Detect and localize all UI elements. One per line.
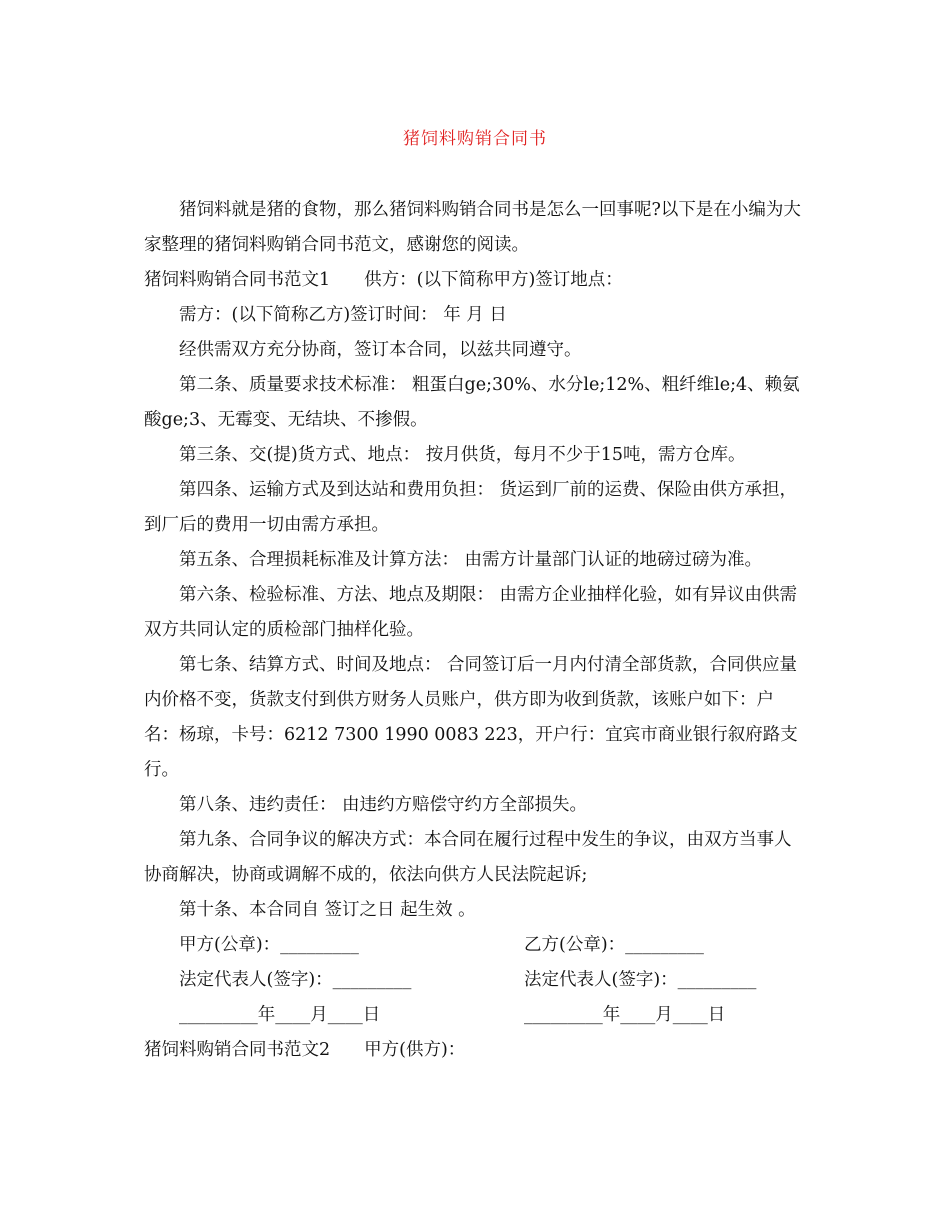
article-8: 第八条、违约责任： 由违约方赔偿守约方全部损失。 [179,795,588,815]
document-body [144,193,804,1068]
article-9: 第九条、合同争议的解决方式：本合同在履行过程中发生的争议，由双方当事人协商解决，协商或调解不成的，依法向供方人民法院起诉; [144,830,792,885]
party-b-representative: 法定代表人(签字)：_________ [524,970,757,990]
party-a-representative: 法定代表人(签字)：_________ [179,970,412,990]
sample1-heading: 猪饲料购销合同书范文1 [144,270,331,290]
sample2-line [144,1033,804,1068]
article-10: 第十条、本合同自 签订之日 起生效 。 [179,900,476,920]
intro-paragraph: 猪饲料就是猪的食物，那么猪饲料购销合同书是怎么一回事呢?以下是在小编为大家整理的猪饲料购销合同书范文，感谢您的阅读。 [144,200,801,255]
preamble-paragraph: 经供需双方充分协商，签订本合同，以兹共同遵守。 [179,340,582,360]
party-b-date: _________年____月____日 [524,1005,726,1025]
article-7: 第七条、结算方式、时间及地点： 合同签订后一月内付清全部货款，合同供应量内价格不变，货款支付到供方财务人员账户，供方即为收到货款，该账户如下：户名：杨琼，卡号：6212 7300 1990 0083 223，开户行：宜宾市商业银行叙府路支行。 [144,655,798,780]
article-3: 第三条、交(提)货方式、地点： 按月供货，每月不少于15吨，需方仓库。 [179,445,746,465]
article-2: 第二条、质量要求技术标准： 粗蛋白ge;30%、水分le;12%、粗纤维le;4、赖氨酸ge;3、无霉变、无结块、不掺假。 [144,375,800,430]
representative-row [144,963,804,998]
party-a-seal: 甲方(公章)：_________ [179,935,359,955]
party-b-seal: 乙方(公章)：_________ [524,935,704,955]
article-5: 第五条、合理损耗标准及计算方法： 由需方计量部门认证的地磅过磅为准。 [179,550,763,570]
article-6: 第六条、检验标准、方法、地点及期限： 由需方企业抽样化验，如有异议由供需双方共同认定的质检部门抽样化验。 [144,585,798,640]
sample1-supplier: 供方：(以下简称甲方)签订地点： [364,270,623,290]
document-title: 猪饲料购销合同书 [403,129,547,149]
buyer-line: 需方：(以下简称乙方)签订时间： 年 月 日 [179,305,507,325]
sample1-line [144,263,804,298]
date-row [144,998,804,1033]
sample2-heading: 猪饲料购销合同书范文2 [144,1040,331,1060]
sample2-supplier: 甲方(供方)： [364,1040,466,1060]
seal-row [144,928,804,963]
article-4: 第四条、运输方式及到达站和费用负担： 货运到厂前的运费、保险由供方承担，到厂后的费用一切由需方承担。 [144,480,798,535]
party-a-date: _________年____月____日 [179,1005,381,1025]
